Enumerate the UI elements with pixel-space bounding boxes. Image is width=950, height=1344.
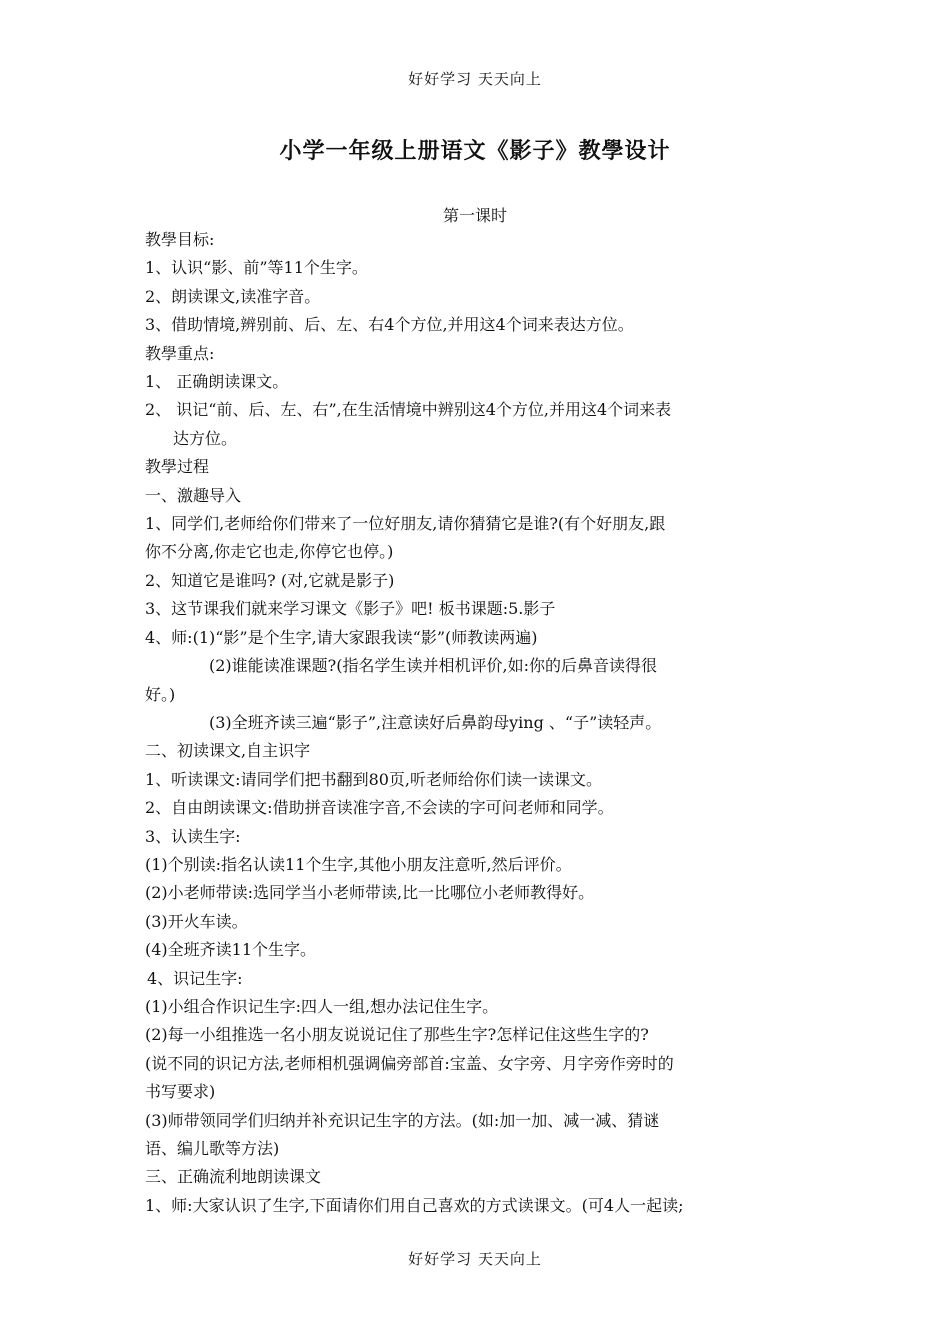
process-line: 4、师:(1)“影”是个生字,请大家跟我读“影”(师教读两遍) — [145, 627, 538, 647]
process-line: 4、识记生字: — [147, 968, 243, 988]
process-line: 1、听读课文:请同学们把书翻到80页,听老师给你们读一读课文。 — [145, 769, 603, 789]
process-line: 2、自由朗读课文:借助拼音读准字音,不会读的字可问老师和同学。 — [145, 798, 614, 818]
process-line: (1)个别读:指名认读11个生字,其他小朋友注意听,然后评价。 — [145, 854, 572, 874]
section-heading: 教學过程 — [145, 457, 210, 477]
document-body — [145, 226, 815, 1220]
process-line: 好。) — [145, 684, 176, 704]
process-line: 1、师:大家认识了生字,下面请你们用自己喜欢的方式读课文。(可4人一起读; — [145, 1195, 684, 1215]
objective-line: 2、朗读课文,读准字音。 — [145, 286, 321, 306]
process-line: (2)每一小组推选一名小朋友说说记住了那些生字?怎样记住这些生字的? — [145, 1025, 649, 1045]
process-line: 3、认读生字: — [145, 826, 241, 846]
process-line: (4)全班齐读11个生字。 — [145, 940, 317, 960]
section-heading: 教學重点: — [145, 343, 215, 363]
keypoint-line-cont: 达方位。 — [173, 428, 238, 448]
process-line: (3)师带领同学们归纳并补充识记生字的方法。(如:加一加、减一减、猜谜 — [145, 1110, 660, 1130]
process-line: 你不分离,你走它也走,你停它也停。) — [145, 542, 394, 562]
process-line: (3)开火车读。 — [145, 911, 248, 931]
process-line: 语、编儿歌等方法) — [145, 1139, 280, 1158]
process-line: (1)小组合作识记生字:四人一组,想办法记住生字。 — [145, 996, 499, 1016]
lesson-period: 第一课时 — [442, 206, 507, 225]
step-heading: 一、激趣导入 — [145, 485, 242, 505]
process-line: (2)谁能读准课题?(指名学生读并相机评价,如:你的后鼻音读得很 — [209, 656, 657, 676]
keypoint-line: 2、 识记“前、后、左、右”,在生活情境中辨别这4个方位,并用这4个词来表 — [145, 400, 672, 420]
process-line: 2、知道它是谁吗? (对,它就是影子) — [145, 570, 395, 590]
page-header: 好好学习 天天向上 — [408, 70, 542, 88]
document-title: 小学一年级上册语文《影子》教學设计 — [279, 139, 671, 164]
objective-line: 1、认识“影、前”等11个生字。 — [145, 258, 368, 278]
process-line: 1、同学们,老师给你们带来了一位好朋友,请你猜猜它是谁?(有个好朋友,跟 — [145, 514, 666, 534]
step-heading: 二、初读课文,自主识字 — [145, 741, 311, 761]
page-footer: 好好学习 天天向上 — [408, 1250, 542, 1268]
process-line: (说不同的识记方法,老师相机强调偏旁部首:宝盖、女字旁、月字旁作旁时的 — [145, 1053, 674, 1073]
step-heading: 三、正确流利地朗读课文 — [145, 1167, 322, 1187]
objective-line: 3、借助情境,辨别前、后、左、右4个方位,并用这4个词来表达方位。 — [145, 315, 634, 335]
process-line: 3、这节课我们就来学习课文《影子》吧! 板书课题:5.影子 — [145, 599, 556, 619]
process-line: (2)小老师带读:选同学当小老师带读,比一比哪位小老师教得好。 — [145, 883, 595, 903]
section-heading: 教學目标: — [145, 230, 215, 249]
process-line: 书写要求) — [145, 1082, 216, 1102]
process-line: (3)全班齐读三遍“影子”,注意读好后鼻韵母ying 、“子”读轻声。 — [209, 712, 662, 732]
keypoint-line: 1、 正确朗读课文。 — [145, 372, 289, 392]
